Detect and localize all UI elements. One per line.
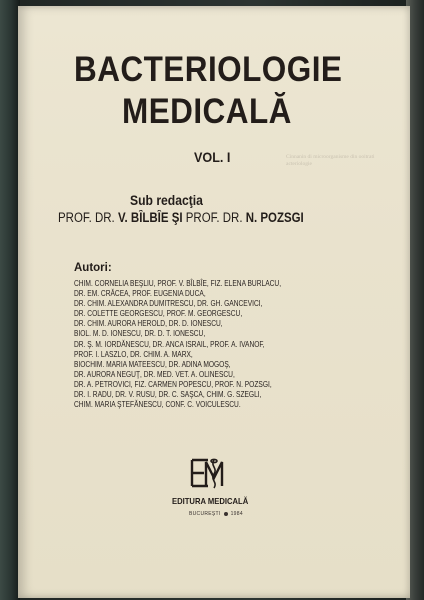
imprint-city: BUCUREŞTI [189,511,221,517]
imprint-line [189,511,243,517]
editor-1-prefix: PROF. DR. [58,210,118,225]
book-spine [0,0,20,600]
editor-joiner: ŞI [168,210,186,225]
authors-line: DR. EM. CRĂCEA, PROF. EUGENIA DUCA, [74,288,206,299]
title-line-2: MEDICALĂ [122,92,292,131]
authors-label: Autori: [74,262,112,274]
authors-line: CHIM. CORNELIA BEŞLIU, PROF. V. BÎLBÎE, FIZ. ELENA BURLACU, [74,278,282,288]
authors-line: DR. Ş. M. IORDĂNESCU, DR. ANCA ISRAIL, PROF. A. IVANOF, [74,338,265,349]
title-page [18,6,410,598]
imprint-year: 1984 [230,511,243,517]
authors-line: DR. COLETTE GEORGESCU, PROF. M. GEORGESCU, [74,308,243,319]
show-through-text: Cinnanin di microorganisme din ooitrati acteriologie [286,154,375,167]
publisher-logo-icon [186,456,242,492]
authors-line: DR. A. PETROVICI, FIZ. CARMEN POPESCU, PROF. N. POZSGI, [74,378,272,389]
authors-line: DR. CHIM. AURORA HEROLD, DR. D. IONESCU, [74,318,223,329]
authors-line: CHIM. MARIA ŞTEFĂNESCU, CONF. C. VOICULESCU. [74,399,241,410]
authors-line: BIOL. M. D. IONESCU, DR. D. T. IONESCU, [74,328,206,339]
authors-list [74,278,362,409]
editor-2-name: N. POZSGI [245,210,304,225]
publisher-name: EDITURA MEDICALĂ [172,496,249,506]
separator-dot [224,512,228,516]
volume-label: VOL. I [194,149,231,165]
authors-line: BIOCHIM. MARIA MATEESCU, DR. ADINA MOGOŞ, [74,358,231,369]
editor-2-prefix: PROF. DR. [185,210,246,225]
authors-line: PROF. I. LASZLO, DR. CHIM. A. MARX, [74,348,193,359]
editors-line [58,210,304,225]
editor-1-name: V. BÎLBÎE [117,210,169,225]
title-line-1: BACTERIOLOGIE [74,50,343,89]
authors-line: DR. I. RADU, DR. V. RUSU, DR. C. SAŞCA, CHIM. G. SZEGLI, [74,389,262,400]
authors-line: DR. CHIM. ALEXANDRA DUMITRESCU, DR. GH. GANCEVICI, [74,298,263,309]
editor-heading: Sub redacţia [130,193,203,208]
authors-line: DR. AURORA NEGUŢ, DR. MED. VET. A. OLINESCU, [74,368,235,379]
